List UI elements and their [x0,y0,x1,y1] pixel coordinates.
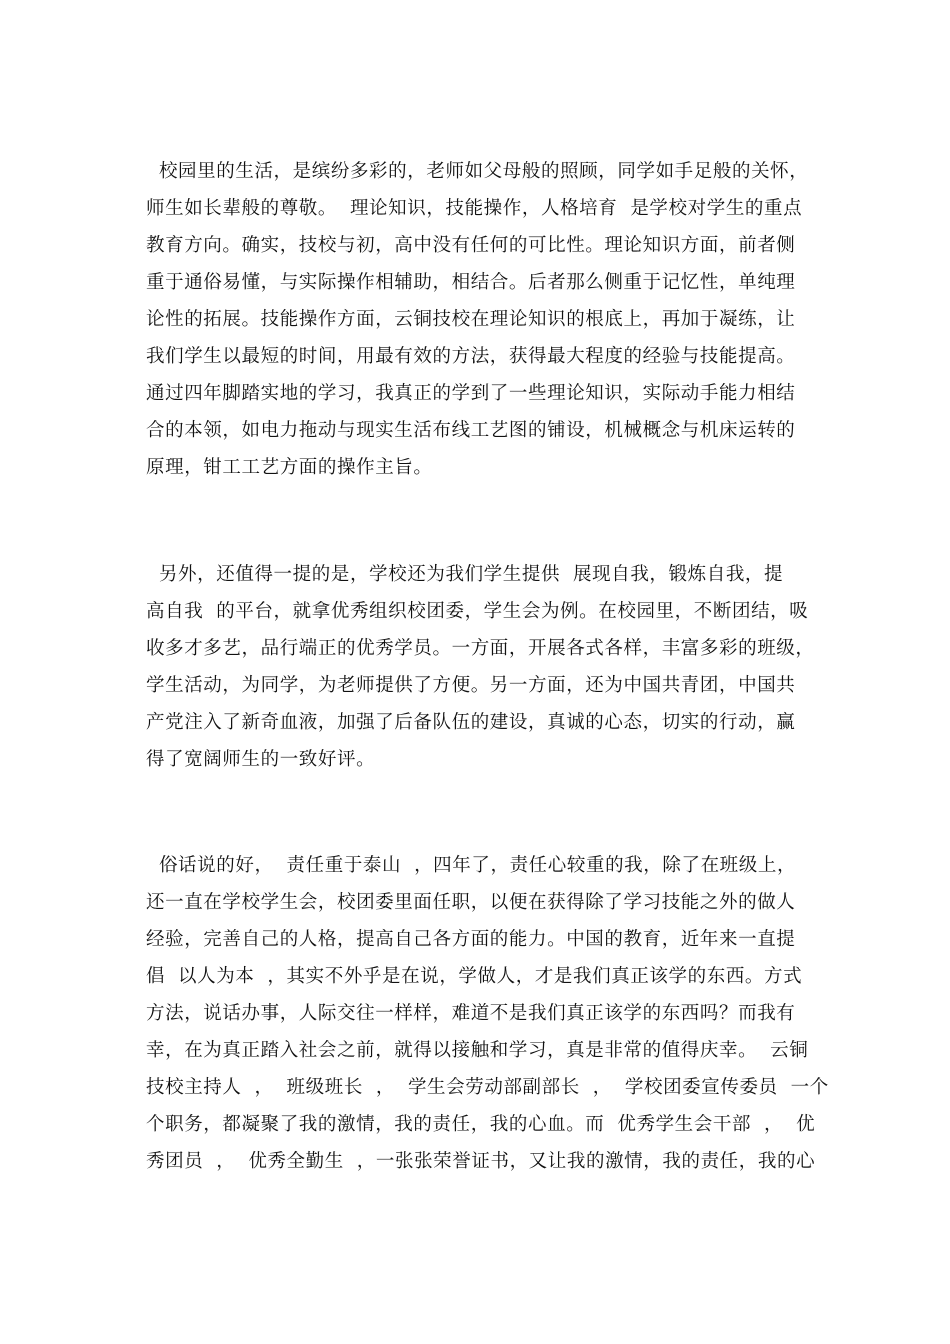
text-line: 高自我 的平台，就拿优秀组织校团委，学生会为例。在校园里，不断团结，吸 [146,601,809,622]
text-line: 学生活动，为同学，为老师提供了方便。另一方面，还为中国共青团，中国共 [146,675,796,696]
text-line: 合的本领，如电力拖动与现实生活布线工艺图的铺设，机械概念与机床运转的 [146,420,796,441]
text-line: 俗话说的好， 责任重于泰山 ，四年了，责任心较重的我，除了在班级上， [146,855,797,876]
text-line: 通过四年脚踏实地的学习，我真正的学到了一些理论知识，实际动手能力相结 [146,383,796,404]
text-line: 收多才多艺，品行端正的优秀学员。一方面，开展各式各样，丰富多彩的班级， [146,638,815,659]
text-line: 个职务，都凝聚了我的激情，我的责任，我的心血。而 优秀学生会干部 ， 优 [146,1114,816,1135]
text-line: 倡 以人为本 ，其实不外乎是在说，学做人，才是我们真正该学的东西。方式 [146,966,803,987]
text-line: 重于通俗易懂，与实际操作相辅助，相结合。后者那么侧重于记忆性，单纯理 [146,272,796,293]
text-line: 方法，说话办事，人际交往一样样，难道不是我们真正该学的东西吗？而我有 [146,1003,796,1024]
text-line: 论性的拓展。技能操作方面，云铜技校在理论知识的根底上，再加于凝练，让 [146,309,796,330]
text-line: 幸，在为真正踏入社会之前，就得以接触和学习，真是非常的值得庆幸。 云铜 [146,1040,809,1061]
text-line: 师生如长辈般的尊敬。 理论知识，技能操作，人格培育 是学校对学生的重点 [146,198,803,219]
text-line: 经验，完善自己的人格，提高自己各方面的能力。中国的教育，近年来一直提 [146,929,796,950]
text-line: 技校主持人 ， 班级班长 ， 学生会劳动部副部长 ， 学校团委宣传委员 一个 [146,1077,829,1098]
text-line: 产党注入了新奇血液，加强了后备队伍的建设，真诚的心态，切实的行动，赢 [146,712,796,733]
text-line: 原理，钳工工艺方面的操作主旨。 [146,457,433,478]
text-line: 得了宽阔师生的一致好评。 [146,749,376,770]
text-line: 我们学生以最短的时间，用最有效的方法，获得最大程度的经验与技能提高。 [146,346,796,367]
text-line: 另外，还值得一提的是，学校还为我们学生提供 展现自我，锻炼自我，提 [146,564,784,585]
text-line: 秀团员 ， 优秀全勤生 ，一张张荣誉证书，又让我的激情，我的责任，我的心 [146,1151,816,1172]
text-line: 还一直在学校学生会，校团委里面任职，以便在获得除了学习技能之外的做人 [146,892,796,913]
text-line: 校园里的生活，是缤纷多彩的，老师如父母般的照顾，同学如手足般的关怀， [146,161,809,182]
text-line: 教育方向。确实，技校与初，高中没有任何的可比性。理论知识方面，前者侧 [146,235,796,256]
